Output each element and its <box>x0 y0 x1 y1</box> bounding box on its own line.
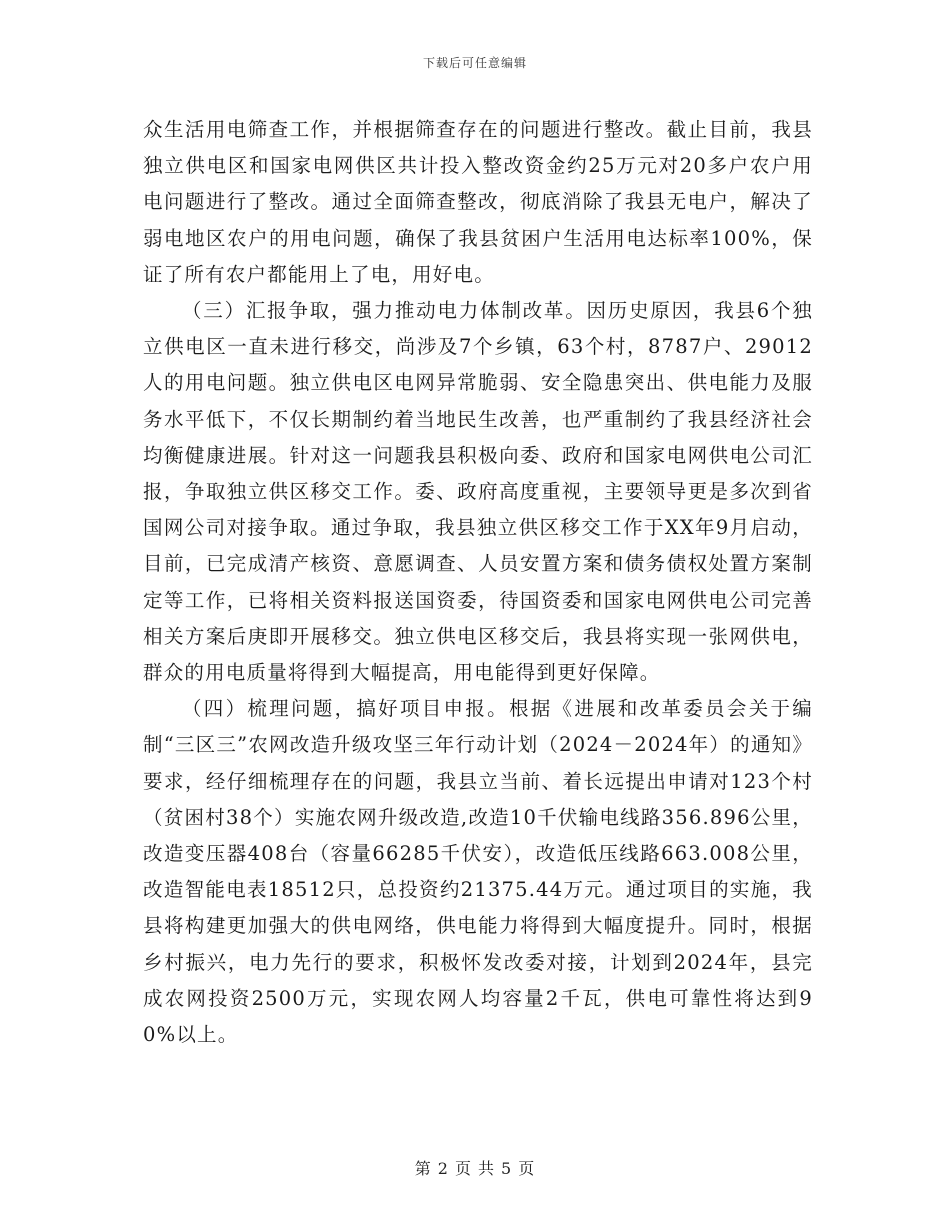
paragraph-section-four: （四）梳理问题，搞好项目申报。根据《进展和改革委员会关于编制“三区三”农网改造升级攻坚三年行动计划（2024－2024年）的通知》要求，经仔细梳理存在的问题，我县立当前、着长远提出申请对123个村（贫困村38个）实施农网升级改造,改造10千伏输电线路356.896公里，改造变压器408台（容量66285千伏安），改造低压线路663.008公里，改造智能电表18512只，总投资约21375.44万元。通过项目的实施，我县将构建更加强大的供电网络，供电能力将得到大幅度提升。同时，根据乡村振兴，电力先行的要求，积极怀发改委对接，计划到2024年，县完成农网投资2500万元，实现农网人均容量2千瓦，供电可靠性将达到90%以上。 <box>143 697 813 1047</box>
footer-label-suffix: 页 <box>518 1159 536 1178</box>
footer-label-page: 页 <box>454 1159 472 1178</box>
header-note: 下载后可任意编辑 <box>422 56 527 70</box>
total-pages-number: 5 <box>501 1159 513 1178</box>
paragraph-continuation: 众生活用电筛查工作，并根据筛查存在的问题进行整改。截止目前，我县独立供电区和国家电网供区共计投入整改资金约25万元对20多户农户用电问题进行了整改。通过全面筛查整改，彻底消除了我县无电户，解决了弱电地区农户的用电问题，确保了我县贫困户生活用电达标率100%，保证了所有农户都能用上了电，用好电。 <box>143 118 813 286</box>
current-page-number: 2 <box>437 1159 449 1178</box>
footer-label-total: 共 <box>478 1159 496 1178</box>
page-footer <box>0 1156 950 1179</box>
paragraph-section-three: （三）汇报争取，强力推动电力体制改革。因历史原因，我县6个独立供电区一直未进行移交，尚涉及7个乡镇，63个村，8787户、29012人的用电问题。独立供电区电网异常脆弱、安全隐患突出、供电能力及服务水平低下，不仅长期制约着当地民生改善，也严重制约了我县经济社会均衡健康进展。针对这一问题我县积极向委、政府和国家电网供电公司汇报，争取独立供区移交工作。委、政府高度重视，主要领导更是多次到省国网公司对接争取。通过争取，我县独立供区移交工作于XX年9月启动，目前，已完成清产核资、意愿调查、人员安置方案和债务债权处置方案制定等工作，已将相关资料报送国资委，待国资委和国家电网供电公司完善相关方案后庚即开展移交。独立供电区移交后，我县将实现一张网供电，群众的用电质量将得到大幅提高，用电能得到更好保障。 <box>143 299 813 685</box>
document-body <box>143 112 813 1053</box>
footer-label-prefix: 第 <box>414 1159 432 1178</box>
